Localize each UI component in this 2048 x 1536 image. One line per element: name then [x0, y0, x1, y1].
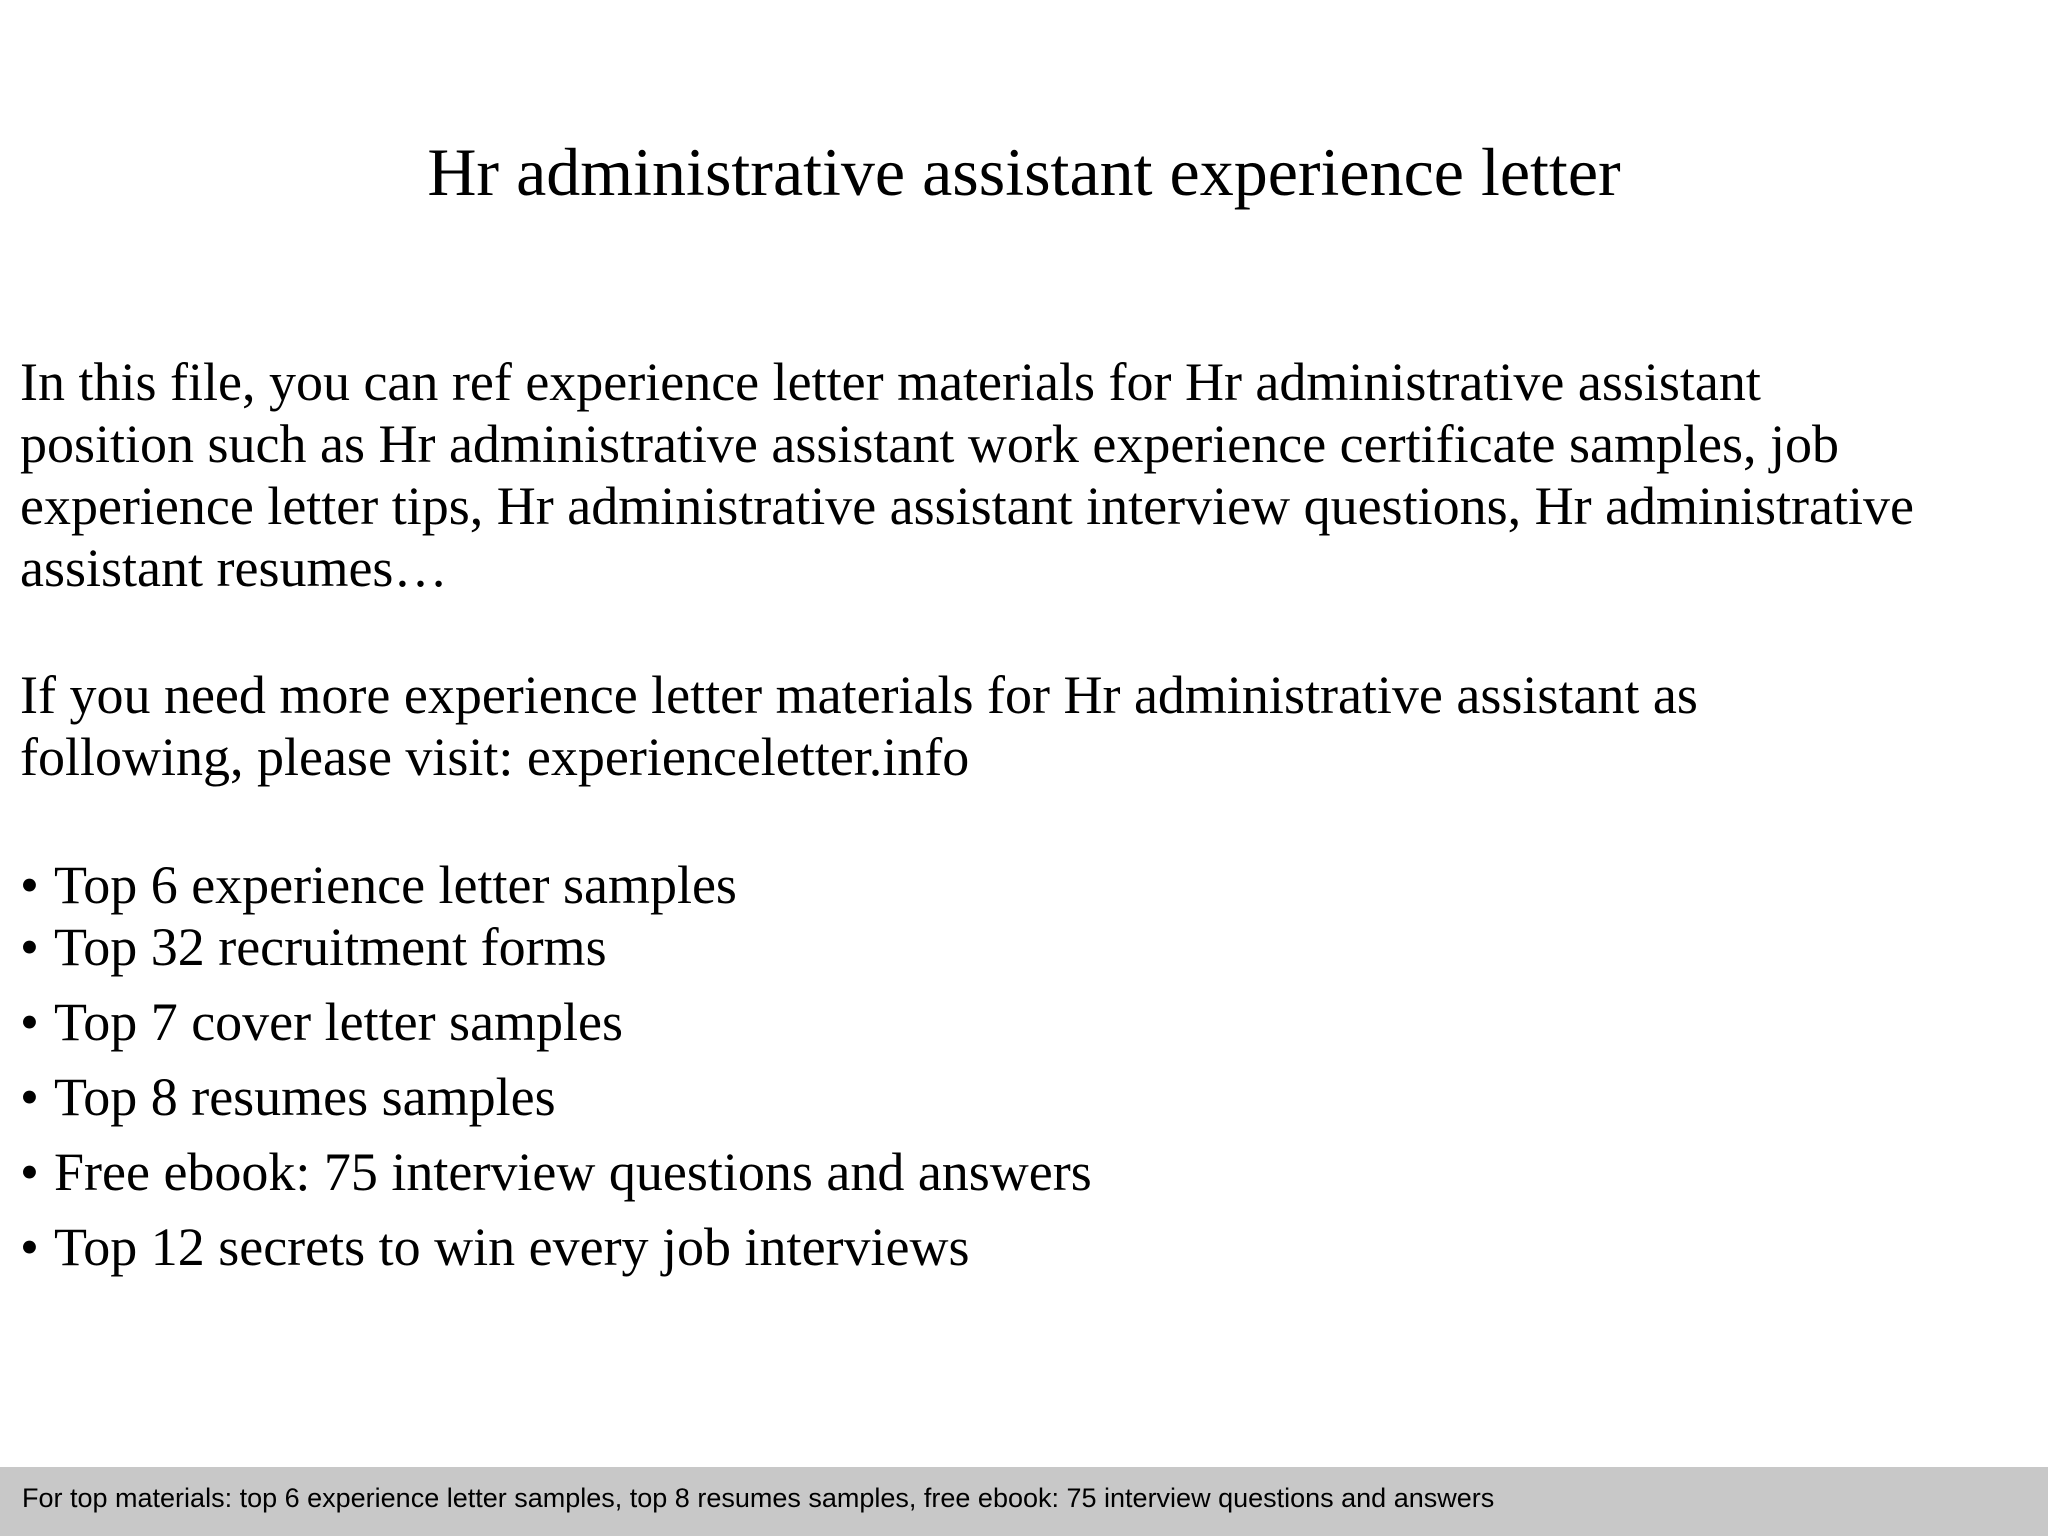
- bullet-icon: •: [20, 992, 39, 1052]
- list-item-label: Top 32 recruitment forms: [54, 917, 607, 977]
- bullet-icon: •: [20, 1217, 39, 1277]
- intro-paragraph: [20, 351, 2030, 599]
- list-item-label: Top 12 secrets to win every job interviews: [54, 1217, 970, 1277]
- bullet-icon: •: [20, 855, 39, 915]
- list-item: [20, 1141, 1092, 1203]
- list-item: [20, 1216, 970, 1278]
- list-item-label: Free ebook: 75 interview questions and answers: [54, 1142, 1092, 1202]
- bullet-icon: •: [20, 917, 39, 977]
- list-item: [20, 991, 623, 1053]
- visit-line: following, please visit: experienceletter.info: [20, 727, 970, 787]
- bullet-icon: •: [20, 1142, 39, 1202]
- list-item-label: Top 8 resumes samples: [54, 1067, 556, 1127]
- bullet-icon: •: [20, 1067, 39, 1127]
- list-item: [20, 1066, 556, 1128]
- intro-line: In this file, you can ref experience letter materials for Hr administrative assistant: [20, 352, 1761, 412]
- page-title: Hr administrative assistant experience letter: [427, 134, 1621, 210]
- list-item: [20, 854, 737, 916]
- intro-line: position such as Hr administrative assistant work experience certificate samples, job: [20, 414, 1839, 474]
- footer-bar: [0, 1467, 2048, 1536]
- intro-line: experience letter tips, Hr administrative assistant interview questions, Hr administrative: [20, 476, 1914, 536]
- visit-paragraph: [20, 664, 2030, 788]
- list-item: [20, 916, 607, 978]
- footer-text: For top materials: top 6 experience letter samples, top 8 resumes samples, free ebook: 75 interview questions and answers: [22, 1483, 1495, 1513]
- visit-line: If you need more experience letter materials for Hr administrative assistant as: [20, 665, 1698, 725]
- list-item-label: Top 6 experience letter samples: [54, 855, 737, 915]
- intro-line: assistant resumes…: [20, 538, 448, 598]
- list-item-label: Top 7 cover letter samples: [54, 992, 624, 1052]
